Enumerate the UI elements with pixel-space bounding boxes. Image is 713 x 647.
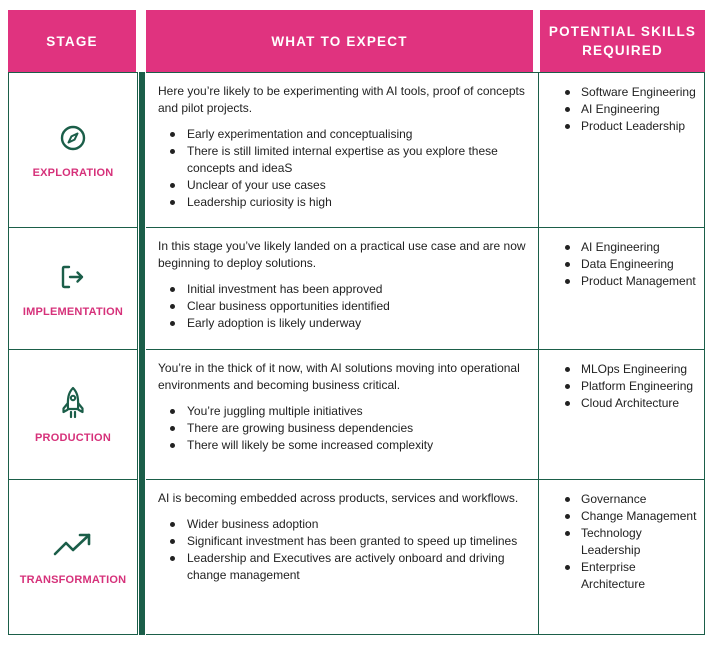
rocket-icon	[56, 386, 90, 420]
list-item: Wider business adoption	[158, 516, 526, 533]
header-stage-label: STAGE	[46, 33, 98, 49]
skill-item: Change Management	[549, 508, 698, 525]
list-item: There are growing business dependencies	[158, 420, 526, 437]
compass-icon	[56, 121, 90, 155]
table-row	[8, 72, 705, 228]
skill-item: Data Engineering	[549, 256, 698, 273]
skill-item: AI Engineering	[549, 101, 698, 118]
skills-cell	[539, 228, 705, 350]
list-item: Initial investment has been approved	[158, 281, 526, 298]
trending-up-icon	[52, 528, 94, 562]
skill-item: Product Management	[549, 273, 698, 290]
stage-label: TRANSFORMATION	[19, 574, 127, 586]
skill-item: Software Engineering	[549, 84, 698, 101]
list-item: Leadership and Executives are actively onboard and driving change management	[158, 550, 526, 584]
sign-in-arrow-icon	[56, 260, 90, 294]
skills-cell	[539, 350, 705, 480]
skill-item: Enterprise Architecture	[549, 559, 698, 593]
stage-label: IMPLEMENTATION	[22, 305, 124, 318]
expect-intro: Here you’re likely to be experimenting with AI tools, proof of concepts and pilot projects.	[158, 84, 525, 115]
list-item: You’re juggling multiple initiatives	[158, 403, 526, 420]
list-item: Significant investment has been granted to speed up timelines	[158, 533, 526, 550]
skills-cell	[539, 72, 705, 228]
stage-label: PRODUCTION	[35, 431, 111, 444]
expect-intro: In this stage you’ve likely landed on a practical use case and are now beginning to deploy solutions.	[158, 239, 526, 270]
skill-item: Product Leadership	[549, 118, 698, 135]
expect-intro: AI is becoming embedded across products, services and workflows.	[158, 491, 519, 505]
skill-item: Governance	[549, 491, 698, 508]
expect-intro: You’re in the thick of it now, with AI solutions moving into operational environments and becoming business critical.	[158, 361, 520, 392]
table-row	[8, 480, 705, 635]
table-row	[8, 228, 705, 350]
skills-cell	[539, 480, 705, 635]
expect-cell	[146, 350, 539, 480]
list-item: Leadership curiosity is high	[158, 194, 526, 211]
header-skills-label: POTENTIAL SKILLS REQUIRED	[548, 24, 697, 58]
header-potential-skills	[540, 10, 705, 72]
stage-cell	[8, 228, 138, 350]
list-item: Unclear of your use cases	[158, 177, 526, 194]
expect-cell	[146, 480, 539, 635]
table-row	[8, 350, 705, 480]
stage-label: EXPLORATION	[32, 167, 114, 179]
list-item: Early adoption is likely underway	[158, 315, 526, 332]
expect-cell	[146, 72, 539, 228]
stage-cell	[8, 72, 138, 228]
list-item: Early experimentation and conceptualising	[158, 126, 526, 143]
accent-bar	[139, 72, 145, 635]
stage-cell	[8, 480, 138, 635]
skill-item: Platform Engineering	[549, 378, 698, 395]
header-stage	[8, 10, 136, 72]
header-what-to-expect	[146, 10, 533, 72]
list-item: There is still limited internal expertise as you explore these concepts and ideaS	[158, 143, 526, 177]
skill-item: MLOps Engineering	[549, 361, 698, 378]
list-item: Clear business opportunities identified	[158, 298, 526, 315]
expect-cell	[146, 228, 539, 350]
list-item: There will likely be some increased complexity	[158, 437, 526, 454]
skill-item: Cloud Architecture	[549, 395, 698, 412]
skill-item: Technology Leadership	[549, 525, 698, 559]
skill-item: AI Engineering	[549, 239, 698, 256]
stage-cell	[8, 350, 138, 480]
header-expect-label: WHAT TO EXPECT	[271, 33, 408, 49]
